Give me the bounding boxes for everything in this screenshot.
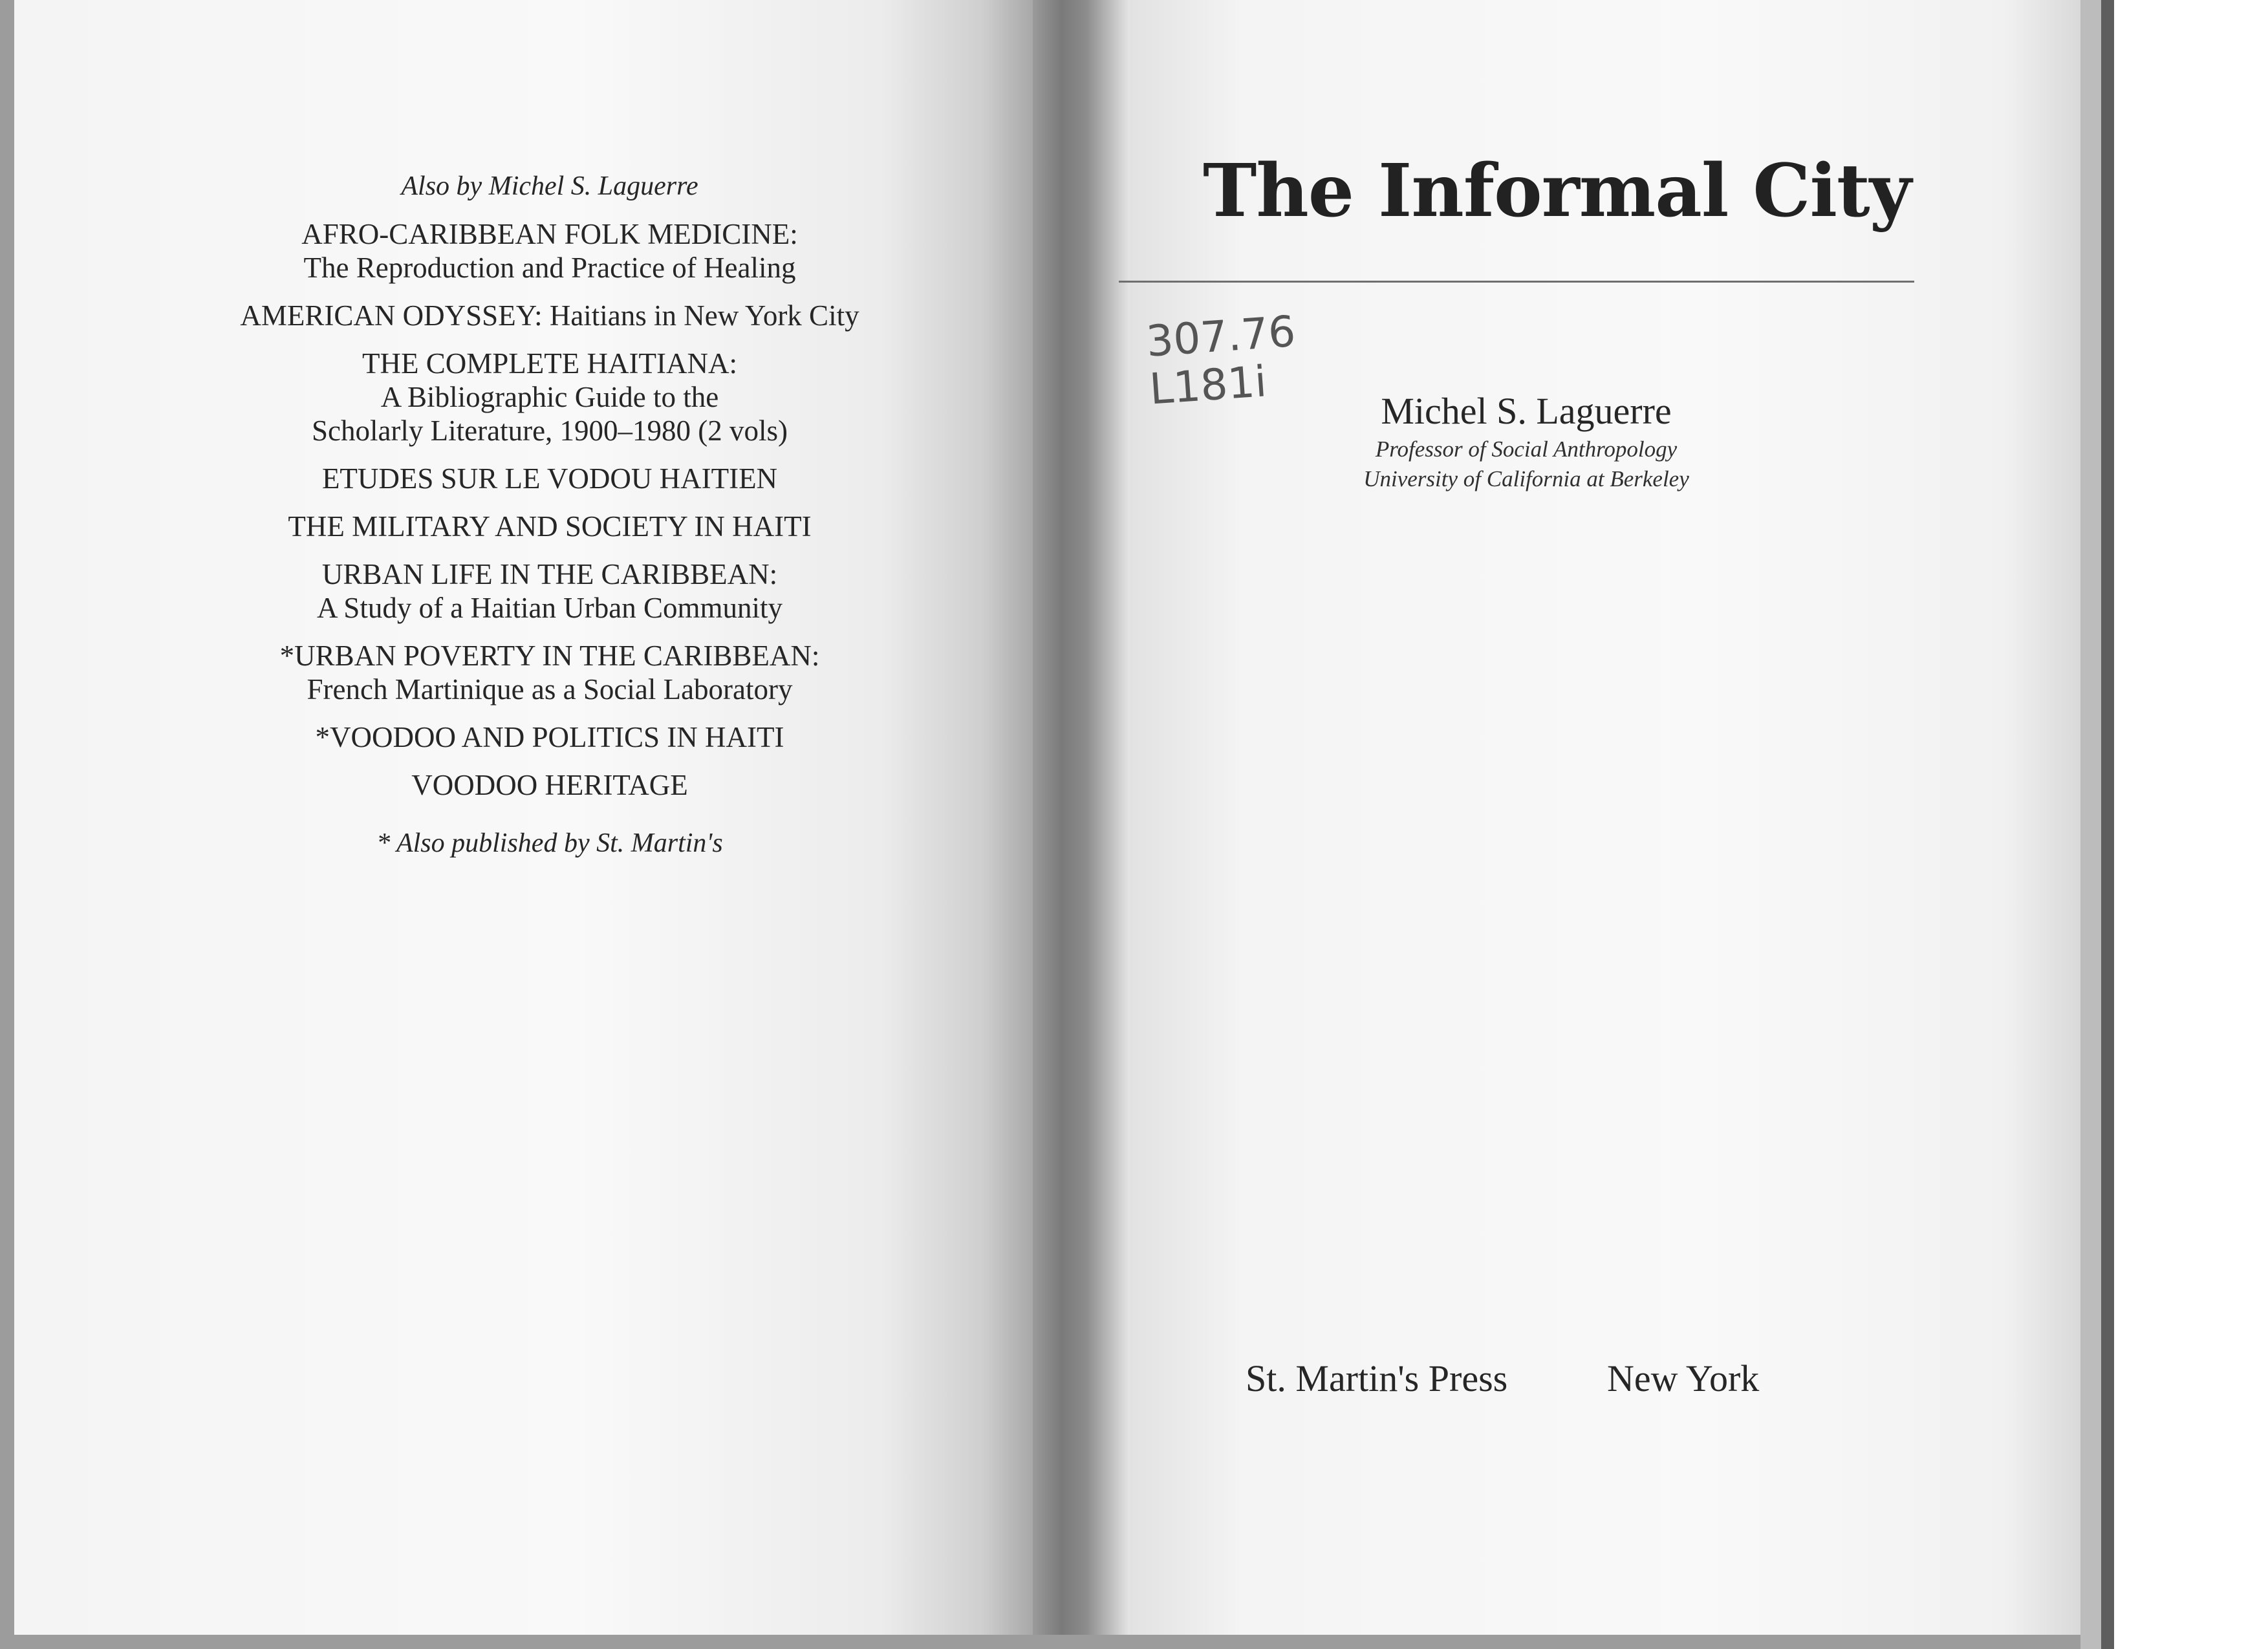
book-entry xyxy=(194,462,905,495)
book-line: Scholarly Literature, 1900–1980 (2 vols) xyxy=(311,415,788,447)
footnote: * Also published by St. Martin's xyxy=(376,828,723,858)
right-page xyxy=(1130,0,2080,1649)
book-gutter xyxy=(1033,0,1130,1649)
book-entry xyxy=(194,299,905,332)
book-line: A Study of a Haitian Urban Community xyxy=(317,592,783,624)
book-line: THE MILITARY AND SOCIETY IN HAITI xyxy=(288,510,812,543)
book-line: AMERICAN ODYSSEY: Haitians in New York City xyxy=(240,299,859,332)
left-scan-edge xyxy=(0,0,14,1649)
right-dark-strip xyxy=(2101,0,2114,1649)
author-position: Professor of Social Anthropology xyxy=(1375,436,1678,462)
publisher-place: New York xyxy=(1607,1357,1760,1399)
book-entry xyxy=(194,639,905,706)
book-entry xyxy=(194,768,905,802)
book-line: A Bibliographic Guide to the xyxy=(380,381,719,413)
book-entry xyxy=(194,347,905,447)
book-line: *URBAN POVERTY IN THE CARIBBEAN: xyxy=(279,640,820,672)
call-number-line: L181i xyxy=(1148,356,1269,415)
author-block xyxy=(1345,388,1707,494)
book-title: The Informal City xyxy=(1203,149,1911,233)
also-by-list xyxy=(194,169,905,860)
publisher-name: St. Martin's Press xyxy=(1246,1357,1508,1399)
book-line: VOODOO HERITAGE xyxy=(411,769,688,801)
book-entry xyxy=(194,720,905,754)
book-line: The Reproduction and Practice of Healing xyxy=(303,252,796,284)
handwritten-call-number xyxy=(1145,308,1301,414)
book-line: THE COMPLETE HAITIANA: xyxy=(362,347,737,380)
scan-background xyxy=(2114,0,2268,1649)
author-affiliation: University of California at Berkeley xyxy=(1363,466,1689,491)
bottom-scan-edge xyxy=(14,1635,2080,1649)
book-entry xyxy=(194,217,905,285)
right-page-edge xyxy=(2080,0,2101,1649)
book-line: AFRO-CARIBBEAN FOLK MEDICINE: xyxy=(301,218,798,250)
book-line: *VOODOO AND POLITICS IN HAITI xyxy=(315,721,784,753)
title-rule xyxy=(1119,281,1914,283)
call-number-line: 307.76 xyxy=(1144,306,1297,367)
book-entry xyxy=(194,557,905,625)
book-line: ETUDES SUR LE VODOU HAITIEN xyxy=(321,462,778,495)
book-line: French Martinique as a Social Laboratory xyxy=(307,673,793,706)
book-entry xyxy=(194,510,905,543)
also-by-heading: Also by Michel S. Laguerre xyxy=(401,171,698,201)
book-line: URBAN LIFE IN THE CARIBBEAN: xyxy=(321,558,778,590)
author-name: Michel S. Laguerre xyxy=(1381,390,1672,432)
